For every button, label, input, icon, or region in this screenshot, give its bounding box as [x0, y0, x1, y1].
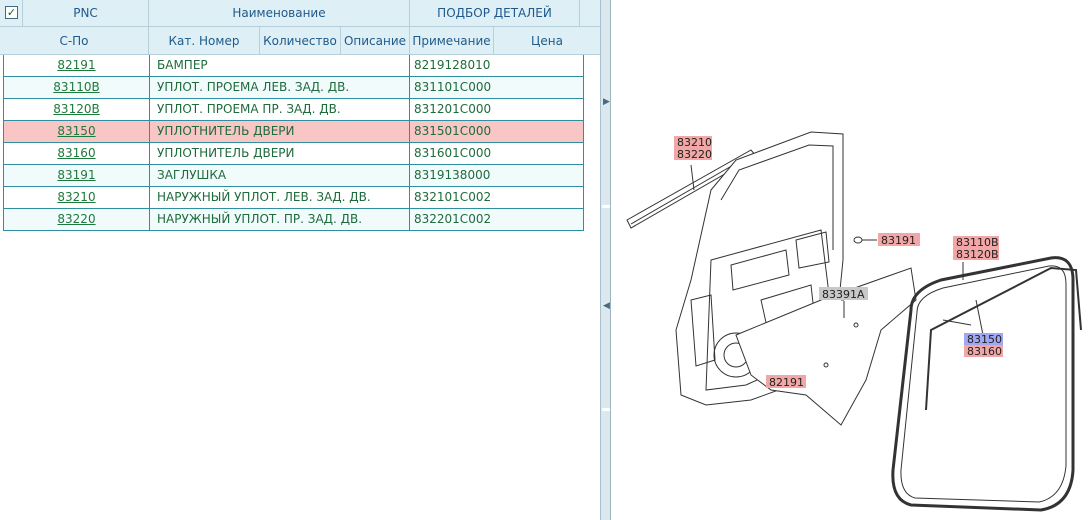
table-row[interactable]: [4, 209, 584, 231]
pnc-link[interactable]: 83160: [57, 146, 96, 160]
part-name-cell: НАРУЖНЫЙ УПЛОТ. ПР. ЗАД. ДВ.: [150, 209, 410, 230]
header-row-2: [0, 27, 600, 55]
pnc-cell: [4, 187, 150, 208]
label-83210[interactable]: 83210: [677, 136, 712, 149]
pnc-cell: [4, 143, 150, 164]
splitter-grip-lower: [602, 408, 610, 411]
part-code-cell: 831501C000: [410, 121, 584, 142]
parts-table: [3, 55, 584, 231]
pnc-link[interactable]: 83220: [57, 212, 96, 226]
label-83160[interactable]: 83160: [967, 345, 1002, 358]
header-note[interactable]: Примечание: [410, 27, 494, 54]
door-seal: [926, 268, 1081, 410]
header-description[interactable]: Описание: [341, 27, 410, 54]
pnc-link[interactable]: 83191: [57, 168, 96, 182]
part-code-cell: 832201C002: [410, 209, 584, 230]
label-83150-83160[interactable]: [964, 333, 1003, 358]
table-row[interactable]: [4, 143, 584, 165]
door-diagram: [611, 0, 1089, 520]
label-83120B[interactable]: 83120B: [956, 248, 999, 261]
header-name[interactable]: Наименование: [149, 0, 410, 26]
part-name-cell: БАМПЕР: [150, 55, 410, 76]
header-catalog-number[interactable]: Кат. Номер: [149, 27, 260, 54]
splitter-grip: [602, 205, 610, 208]
part-code-cell: 8319138000: [410, 165, 584, 186]
pnc-link[interactable]: 83110B: [53, 80, 100, 94]
label-83150[interactable]: 83150: [967, 333, 1002, 346]
part-name-cell: НАРУЖНЫЙ УПЛОТ. ЛЕВ. ЗАД. ДВ.: [150, 187, 410, 208]
select-all-checkbox[interactable]: ✓: [6, 6, 17, 19]
pnc-cell: [4, 121, 150, 142]
label-83191-box[interactable]: [878, 233, 920, 247]
label-83191[interactable]: 83191: [881, 234, 916, 247]
part-name-cell: ЗАГЛУШКА: [150, 165, 410, 186]
header-from-to[interactable]: С-По: [0, 27, 149, 54]
parts-diagram-pane: [611, 0, 1089, 520]
part-code-cell: 831601C000: [410, 143, 584, 164]
header-pnc[interactable]: PNC: [23, 0, 149, 26]
table-row[interactable]: [4, 121, 584, 143]
pnc-cell: [4, 99, 150, 120]
part-name-cell: УПЛОТНИТЕЛЬ ДВЕРИ: [150, 143, 410, 164]
part-name-cell: УПЛОТ. ПРОЕМА ЛЕВ. ЗАД. ДВ.: [150, 77, 410, 98]
pnc-link[interactable]: 82191: [57, 58, 96, 72]
collapse-left-icon[interactable]: ◀: [603, 301, 610, 311]
label-83220[interactable]: 83220: [677, 148, 712, 161]
part-code-cell: 831101C000: [410, 77, 584, 98]
pnc-cell: [4, 209, 150, 230]
label-83210-83220[interactable]: [674, 136, 712, 161]
select-all-cell: [0, 0, 23, 26]
pane-splitter[interactable]: [600, 0, 611, 520]
collapse-right-icon[interactable]: ▶: [603, 97, 610, 107]
label-83110B[interactable]: 83110B: [956, 236, 999, 249]
header-parts-select[interactable]: ПОДБОР ДЕТАЛЕЙ: [410, 0, 580, 26]
part-name-cell: УПЛОТ. ПРОЕМА ПР. ЗАД. ДВ.: [150, 99, 410, 120]
part-code-cell: 831201C000: [410, 99, 584, 120]
part-name-cell: УПЛОТНИТЕЛЬ ДВЕРИ: [150, 121, 410, 142]
pnc-cell: [4, 55, 150, 76]
table-row[interactable]: [4, 187, 584, 209]
label-83391A[interactable]: 83391A: [822, 288, 865, 301]
pnc-link[interactable]: 83210: [57, 190, 96, 204]
label-83110B-83120B[interactable]: [953, 236, 999, 261]
header-spacer: [580, 0, 600, 26]
opening-weatherstrip: [893, 258, 1073, 510]
table-row[interactable]: [4, 165, 584, 187]
part-code-cell: 832101C002: [410, 187, 584, 208]
header-row-1: [0, 0, 600, 27]
cap-part: [854, 237, 862, 243]
label-83391A-box[interactable]: [819, 287, 868, 301]
table-row[interactable]: [4, 55, 584, 77]
header-price[interactable]: Цена: [531, 33, 563, 48]
header-quantity[interactable]: Количество: [260, 27, 341, 54]
pnc-cell: [4, 77, 150, 98]
pnc-link[interactable]: 83150: [57, 124, 96, 138]
table-row[interactable]: [4, 77, 584, 99]
label-82191-box[interactable]: [766, 375, 806, 389]
label-82191[interactable]: 82191: [769, 376, 804, 389]
part-code-cell: 8219128010: [410, 55, 584, 76]
pnc-cell: [4, 165, 150, 186]
pnc-link[interactable]: 83120B: [53, 102, 100, 116]
table-row[interactable]: [4, 99, 584, 121]
